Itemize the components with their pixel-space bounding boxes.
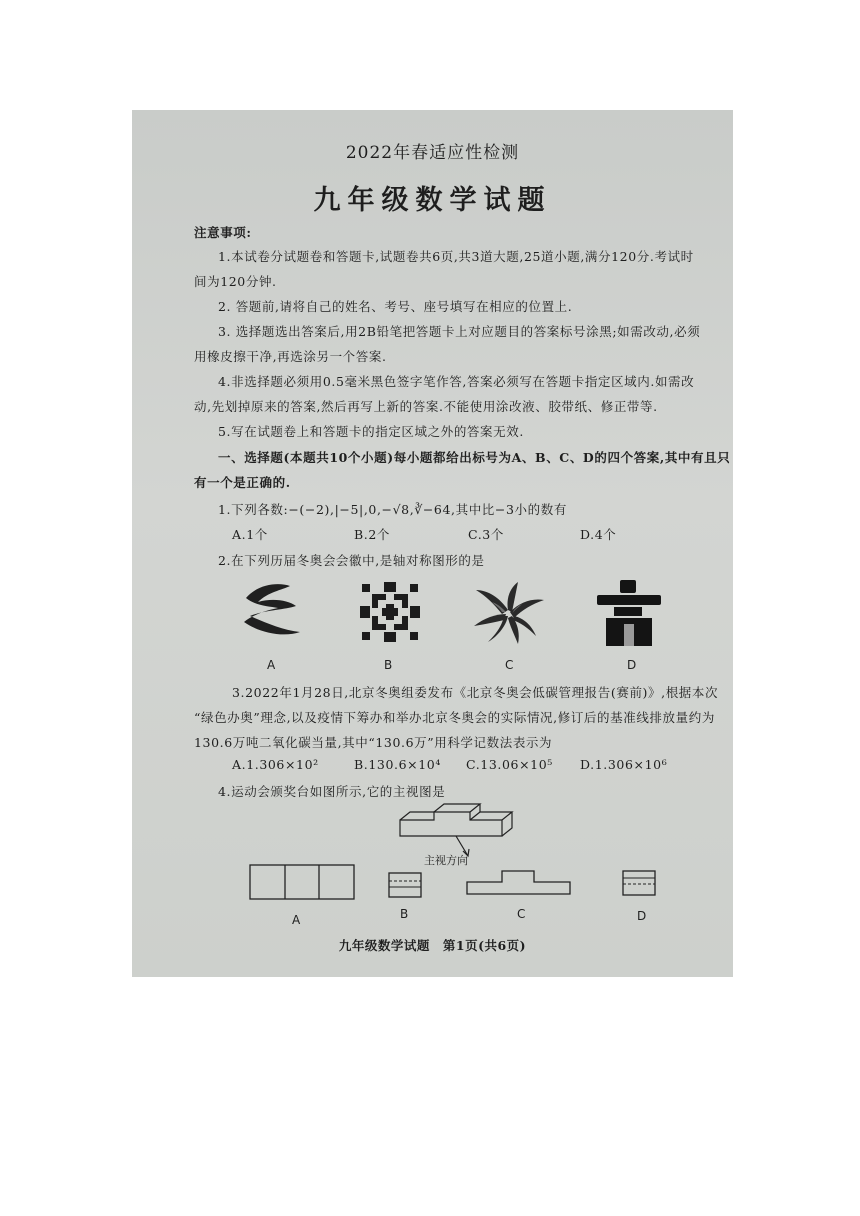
notice-line: 间为120分钟. <box>194 274 277 289</box>
notice-line: 4.非选择题必须用0.5毫米黑色签字笔作答,答案必须写在答题卡指定区域内.如需改 <box>218 374 695 389</box>
q2-label-c: C <box>505 658 514 672</box>
q4-label-c: C <box>517 907 526 921</box>
q4-label-b: B <box>400 907 409 921</box>
exam-subtitle: 2022年春适应性检测 <box>345 143 520 163</box>
notice-line: 3. 选择题选出答案后,用2B铅笔把答题卡上对应题目的答案标号涂黑;如需改动,必须 <box>218 324 701 339</box>
emblem-c-icon <box>472 580 546 648</box>
q2-label-d: D <box>627 658 637 672</box>
q3-option-c: C.13.06×10⁵ <box>466 757 553 772</box>
notice-line: 用橡皮擦干净,再选涂另一个答案. <box>194 349 387 364</box>
question-3-line1: 3.2022年1月28日,北京冬奥组委发布《北京冬奥会低碳管理报告(赛前)》,根据本次 <box>232 685 719 700</box>
question-3-line2: “绿色办奥”理念,以及疫情下筹办和举办北京冬奥会的实际情况,修订后的基准线排放量约为 <box>194 710 715 725</box>
question-3-line3: 130.6万吨二氧化碳当量,其中“130.6万”用科学记数法表示为 <box>194 735 553 750</box>
notice-heading: 注意事项: <box>194 225 252 240</box>
notice-line: 1.本试卷分试题卷和答题卡,试题卷共6页,共3道大题,25道小题,满分120分.考试时 <box>218 249 694 264</box>
view-option-c-icon <box>466 870 572 896</box>
exam-page-photo <box>132 110 733 977</box>
notice-line: 动,先划掉原来的答案,然后再写上新的答案.不能使用涂改液、胶带纸、修正带等. <box>194 399 658 414</box>
emblem-d-icon <box>594 578 664 648</box>
q4-label-a: A <box>292 913 301 927</box>
section-heading: 有一个是正确的. <box>194 475 291 490</box>
section-heading: 一、选择题(本题共10个小题)每小题都给出标号为A、B、C、D的四个答案,其中有且只 <box>218 450 731 465</box>
question-4-stem: 4.运动会颁奖台如图所示,它的主视图是 <box>218 784 446 799</box>
q1-option-b: B.2个 <box>354 527 391 542</box>
view-option-d-icon <box>622 870 656 896</box>
question-2-stem: 2.在下列历届冬奥会会徽中,是轴对称图形的是 <box>218 553 485 568</box>
view-direction-label: 主视方向 <box>424 854 468 867</box>
q2-label-a: A <box>267 658 276 672</box>
q1-option-d: D.4个 <box>580 527 617 542</box>
emblem-a-icon <box>238 580 304 648</box>
emblem-b-icon <box>358 580 422 644</box>
q1-option-a: A.1个 <box>232 527 268 542</box>
exam-title: 九年级数学试题 <box>313 185 552 216</box>
q2-label-b: B <box>384 658 393 672</box>
view-option-a-icon <box>249 864 355 900</box>
q3-option-a: A.1.306×10² <box>232 757 319 772</box>
question-1-stem: 1.下列各数:−(−2),|−5|,0,−√8,∛−64,其中比−3小的数有 <box>218 502 567 517</box>
page-footer: 九年级数学试题 第1页(共6页) <box>338 938 527 953</box>
notice-line: 2. 答题前,请将自己的姓名、考号、座号填写在相应的位置上. <box>218 299 573 314</box>
q4-label-d: D <box>637 909 647 923</box>
view-option-b-icon <box>388 872 422 898</box>
q3-option-b: B.130.6×10⁴ <box>354 757 441 772</box>
notice-line: 5.写在试题卷上和答题卡的指定区域之外的答案无效. <box>218 424 524 439</box>
q3-option-d: D.1.306×10⁶ <box>580 757 668 772</box>
q1-option-c: C.3个 <box>468 527 504 542</box>
